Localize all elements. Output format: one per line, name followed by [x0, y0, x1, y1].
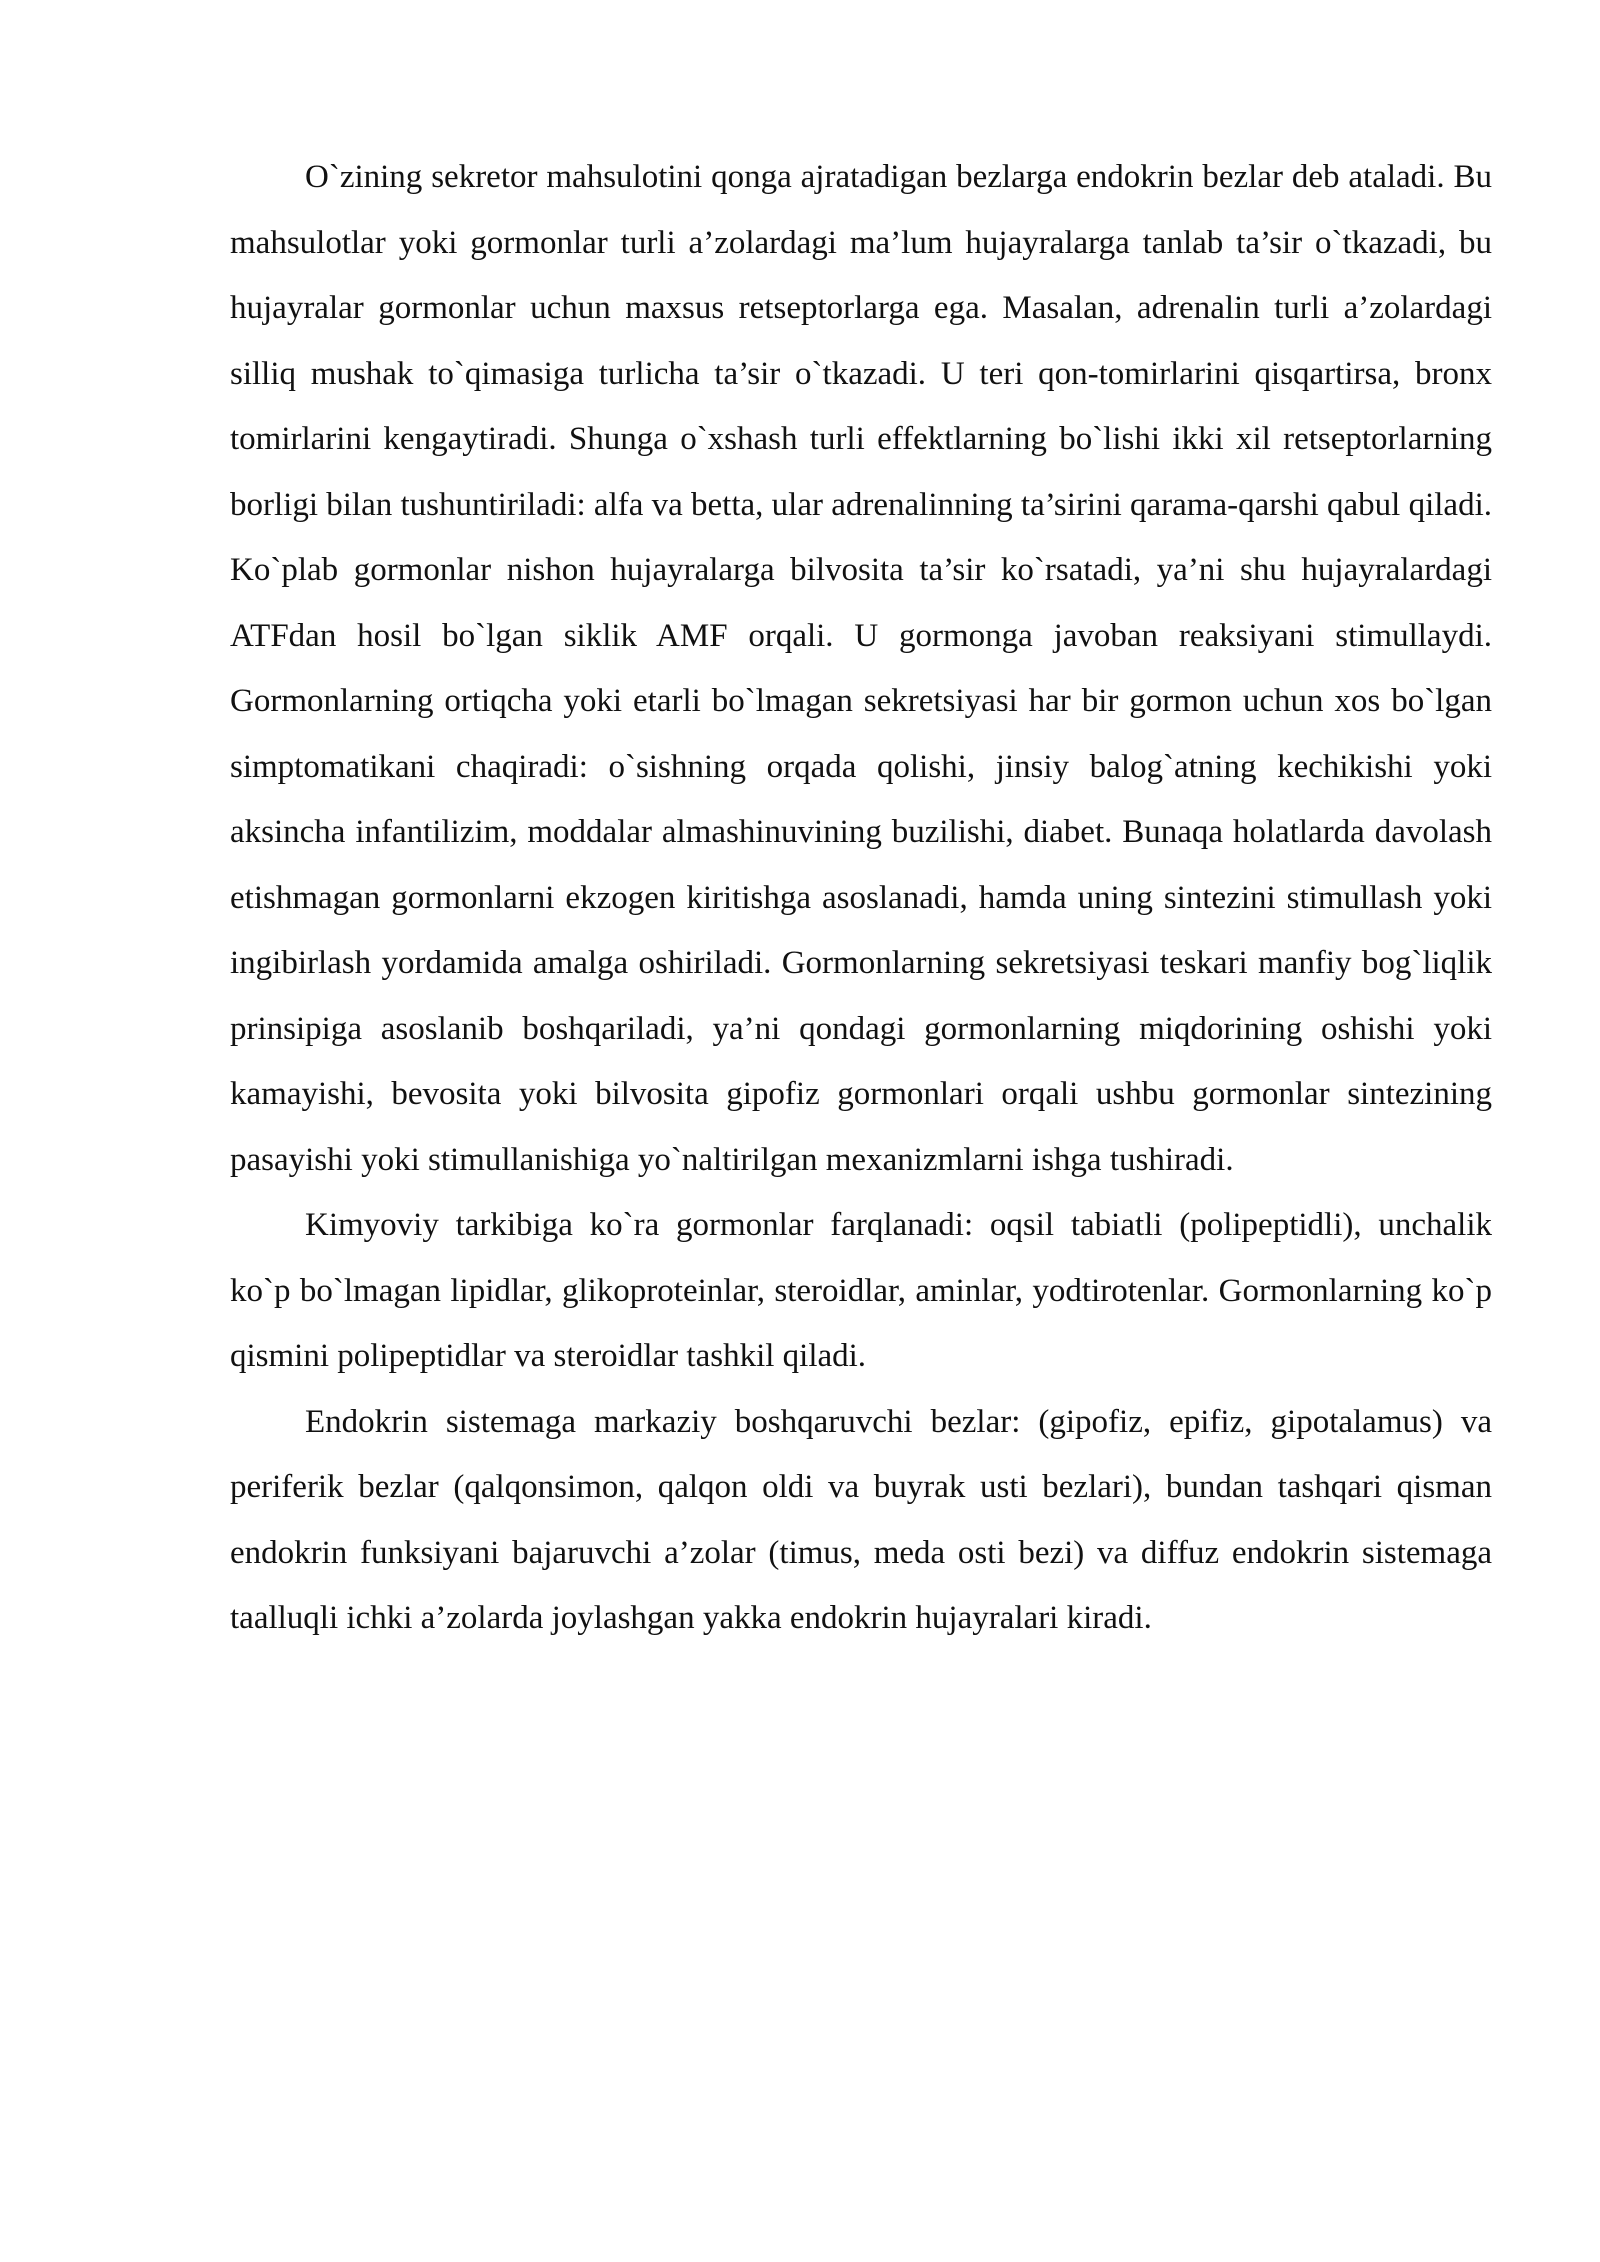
paragraph-endocrine-glands: O`zining sekretor mahsulotini qonga ajratadigan bezlarga endokrin bezlar deb ataladi. Bu mahsulotlar yoki gormonlar turli a’zolardagi ma’lum hujayralarga tanlab ta’sir o`tkazadi, bu hujayralar gormonlar uchun maxsus retseptorlarga ega. Masalan, adrenalin turli a’zolardagi silliq mushak to`qimasiga turlicha ta’sir o`tkazadi. U teri qon-tomirlarini qisqartirsa, bronx tomirlarini kengaytiradi. Shunga o`xshash turli effektlarning bo`lishi ikki xil retseptorlarning borligi bilan tushuntiriladi: alfa va betta, ular adrenalinning ta’sirini qarama-qarshi qabul qiladi. Ko`plab gormonlar nishon hujayralarga bilvosita ta’sir ko`rsatadi, ya’ni shu hujayralardagi ATFdan hosil bo`lgan siklik AMF orqali. U gormonga javoban reaksiyani stimullaydi. Gormonlarning ortiqcha yoki etarli bo`lmagan sekretsiyasi har bir gormon uchun xos bo`lgan simptomatikani chaqiradi: o`sishning orqada qolishi, jinsiy balog`atning kechikishi yoki aksincha infantilizim, moddalar almashinuvining buzilishi, diabet. Bunaqa holatlarda davolash etishmagan gormonlarni ekzogen kiritishga asoslanadi, hamda uning sintezini stimullash yoki ingibirlash yordamida amalga oshiriladi. Gormonlarning sekretsiyasi teskari manfiy bog`liqlik prinsipiga asoslanib boshqariladi, ya’ni qondagi gormonlarning miqdorining oshishi yoki kamayishi, bevosita yoki bilvosita gipofiz gormonlari orqali ushbu gormonlar sintezining pasayishi yoki stimullanishiga yo`naltirilgan mexanizmlarni ishga tushiradi.	[230, 159, 1492, 1178]
body-text	[230, 145, 1492, 1652]
paragraph-hormone-classification: Kimyoviy tarkibiga ko`ra gormonlar farqlanadi: oqsil tabiatli (polipeptidli), unchalik ko`p bo`lmagan lipidlar, glikoproteinlar, steroidlar, aminlar, yodtirotenlar. Gormonlarning ko`p qismini polipeptidlar va steroidlar tashkil qiladi.	[230, 1207, 1492, 1374]
paragraph-endocrine-system: Endokrin sistemaga markaziy boshqaruvchi bezlar: (gipofiz, epifiz, gipotalamus) va periferik bezlar (qalqonsimon, qalqon oldi va buyrak usti bezlari), bundan tashqari qisman endokrin funksiyani bajaruvchi a’zolar (timus, meda osti bezi) va diffuz endokrin sistemaga taalluqli ichki a’zolarda joylashgan yakka endokrin hujayralari kiradi.	[230, 1403, 1492, 1636]
